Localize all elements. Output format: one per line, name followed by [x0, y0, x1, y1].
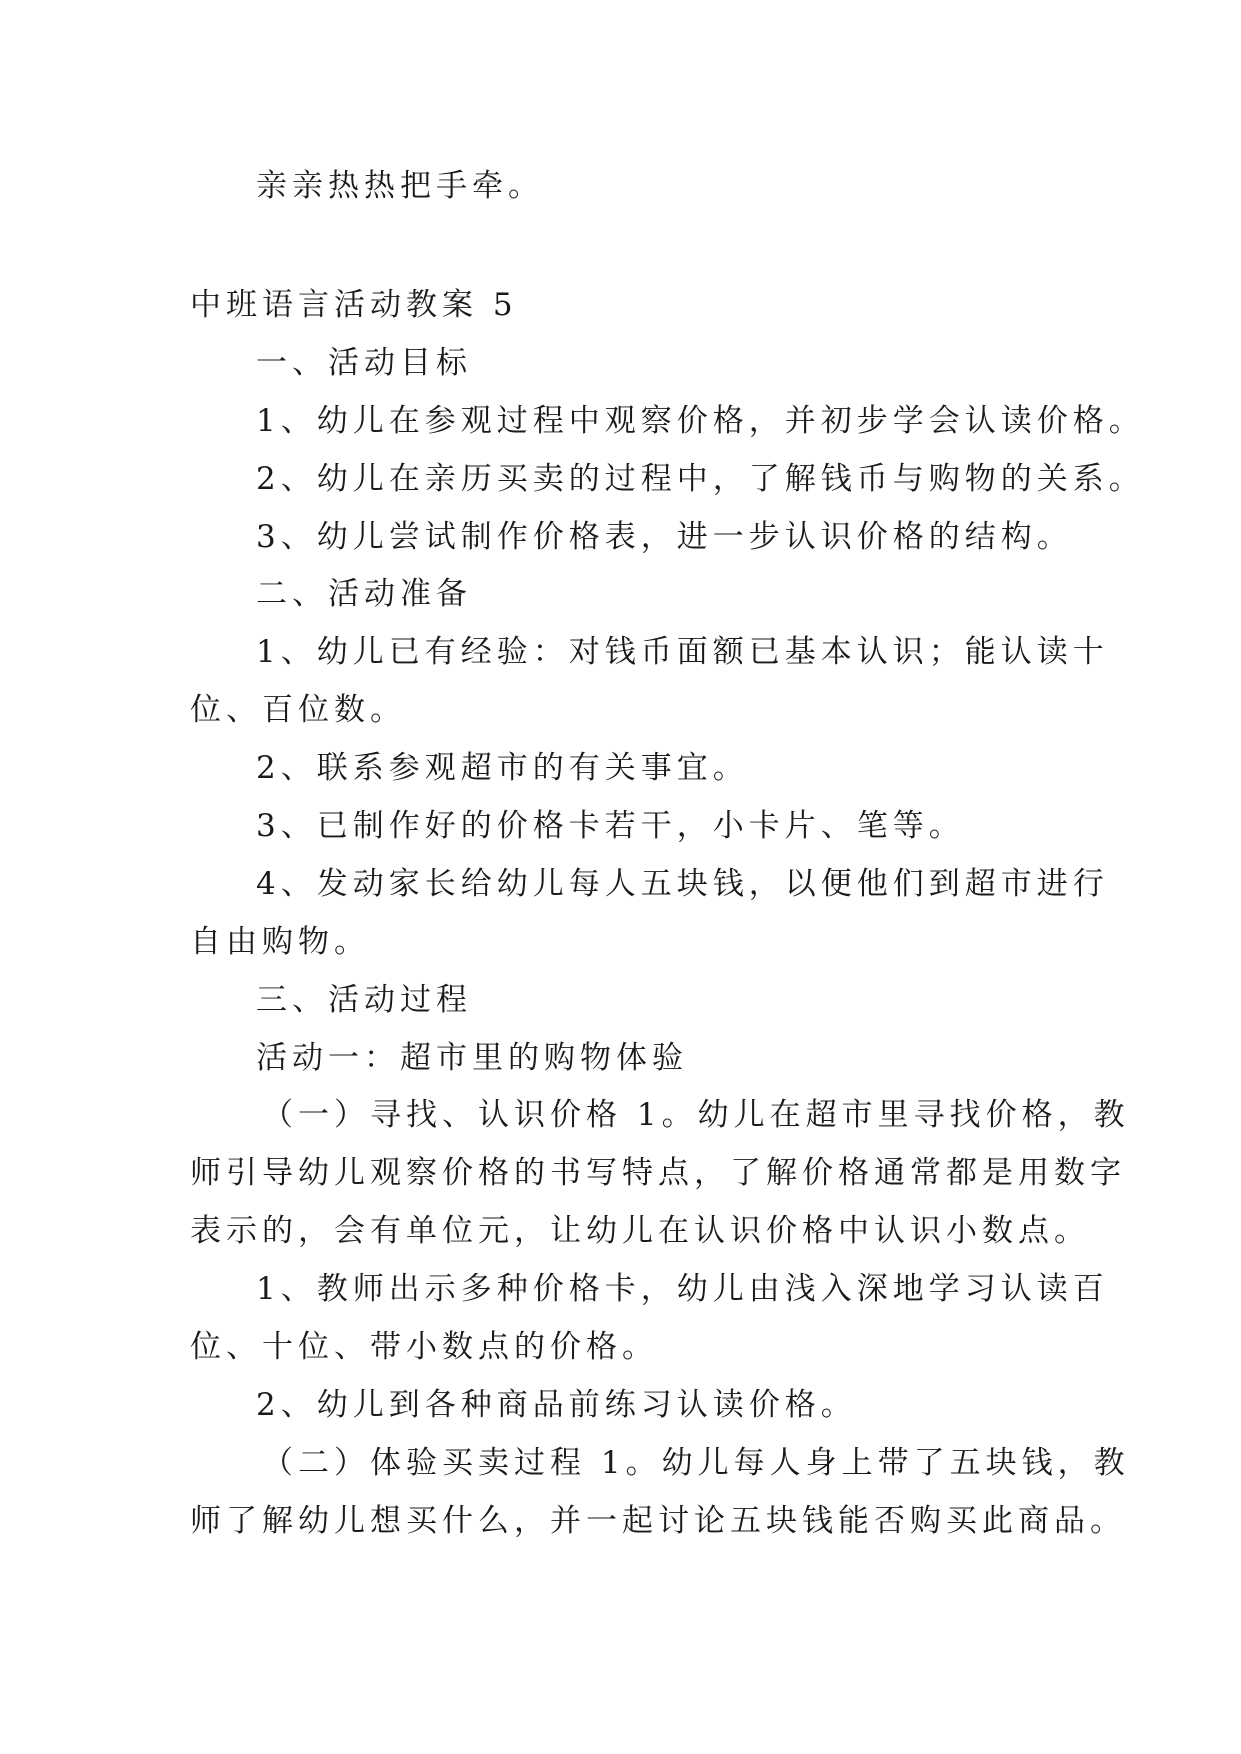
text-line: 位、百位数。 [190, 692, 406, 728]
text-line: 3、已制作好的价格卡若干，小卡片、笔等。 [256, 808, 965, 844]
text-line: 1、教师出示多种价格卡，幼儿由浅入深地学习认读百 [256, 1271, 1109, 1307]
text-line: 4、发动家长给幼儿每人五块钱，以便他们到超市进行 [256, 866, 1109, 902]
text-line: 位、十位、带小数点的价格。 [190, 1329, 658, 1365]
text-line: 2、幼儿在亲历买卖的过程中，了解钱币与购物的关系。 [256, 461, 1145, 497]
text-line: 亲亲热热把手牵。 [256, 168, 544, 204]
text-line: （一）寻找、认识价格 1。幼儿在超市里寻找价格，教 [262, 1097, 1130, 1133]
subheading: 一、活动目标 [256, 345, 472, 381]
text-line: 2、联系参观超市的有关事宜。 [256, 750, 749, 786]
text-line: 2、幼儿到各种商品前练习认读价格。 [256, 1387, 857, 1423]
subheading: 三、活动过程 [256, 982, 472, 1018]
text-line: 师了解幼儿想买什么，并一起讨论五块钱能否购买此商品。 [190, 1503, 1126, 1539]
text-line: （二）体验买卖过程 1。幼儿每人身上带了五块钱，教 [262, 1445, 1130, 1481]
text-line: 师引导幼儿观察价格的书写特点，了解价格通常都是用数字 [190, 1155, 1126, 1191]
section-heading: 中班语言活动教案 5 [190, 287, 518, 323]
text-line: 1、幼儿在参观过程中观察价格，并初步学会认读价格。 [256, 403, 1145, 439]
text-line: 自由购物。 [190, 924, 370, 960]
subheading: 二、活动准备 [256, 576, 472, 612]
text-line: 活动一：超市里的购物体验 [256, 1040, 688, 1076]
text-line: 3、幼儿尝试制作价格表，进一步认识价格的结构。 [256, 519, 1073, 555]
text-line: 表示的，会有单位元，让幼儿在认识价格中认识小数点。 [190, 1213, 1090, 1249]
text-line: 1、幼儿已有经验：对钱币面额已基本认识；能认读十 [256, 634, 1109, 670]
